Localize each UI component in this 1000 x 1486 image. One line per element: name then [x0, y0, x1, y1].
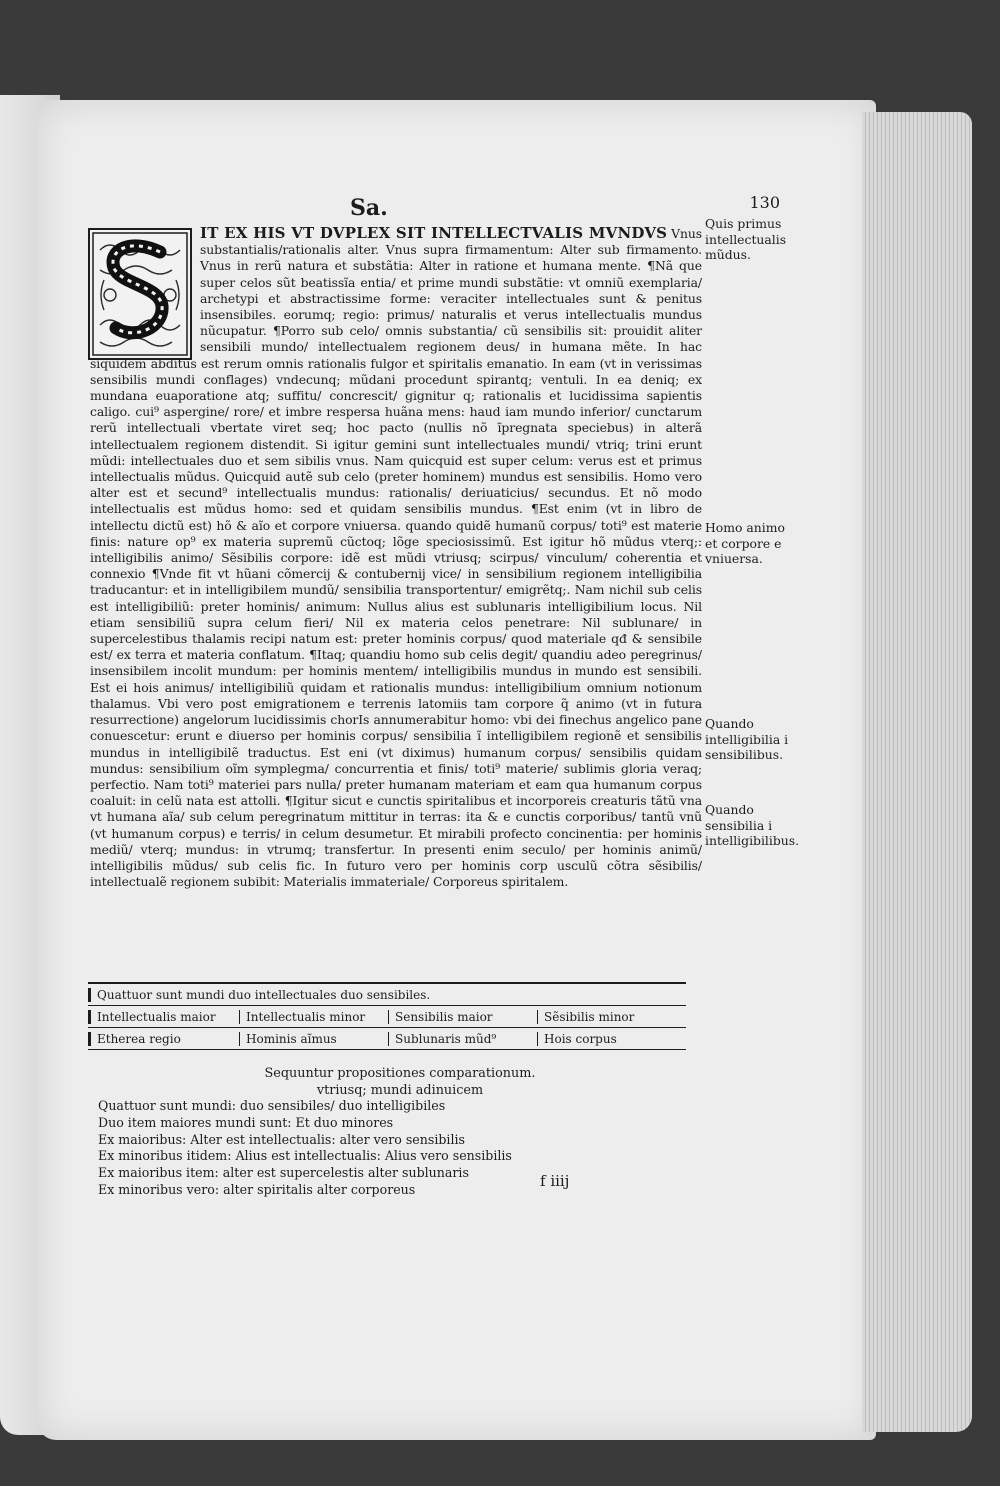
table-cell: Sẽsibilis minor	[537, 1010, 686, 1024]
margin-note-1: Quis primus intellectualis mũdus.	[705, 216, 787, 262]
page-fore-edge	[862, 112, 972, 1432]
body-paragraph: Vnus substantialis/rationalis alter. Vnus supra firmamentum: Alter sub firmamento. Vnus in rerũ natura et substãtia: Alter in ratione et humana mente. ¶Nã que super celos sũt beatissĩa entia/ et prime mundi substãtie: vt omniũ exemplaria/ archetypi et abstractissime forme: veraciter intellectuales sunt & penitus insensibiles. eorumq; regio: primus/ naturalis et verus intellectualis mundus nũcupatur. ¶Porro sub celo/ omnis substantia/ cũ sensibilis sit: prouidit aliter sensibili mundo/ intellectualem regionem deus/ in humana mẽte. In hac siquidem abditus est rerum omnis rationalis fulgor et spiritalis emanatio. In eam (vt in verissimas sensibilis mundi conflages) vndecunq; mũdani procedunt spirantq; ventuli. In ea deniq; ex mundana euaporatione atq; suffitu/ concrescit/ gignitur q; rationalis et lucidissima sapientis caligo. cui⁹ aspergine/ rore/ et imbre respersa huãna mens: haud iam mundo inferior/ cunctarum rerũ intellectuali vbertate viret seq; hoc pacto (nullis nõ ĩpregnata speciebus) in alterã intellectualem regionem distendit. Si igitur gemini sunt intellectuales mundi/ vtriq; trini erunt mũdi: intellectuales duo et sem sibilis vnus. Nam quicquid est super celum: verus est et primus intellectualis mũdus. Quicquid autẽ sub celo (preter hominem) mundus est sensibilis. Homo vero alter est et secund⁹ intellectualis mundus: rationalis/ deriuaticius/ secundus. Et nõ modo intellectualis est mũdus homo: sed et quidam sensibilis mundus. ¶Est enim (vt in libro de intellectu dictũ est) hõ & aĩo et corpore vniuersa. quando quidẽ humanũ corpus/ toti⁹ est materie finis: nature op⁹ ex materia supremũ cũctoq; lõge speciosissimũ. Est igitur hõ mũdus vterq;: intelligibilis animo/ Sẽsibilis corpore: idẽ est mũdi vtriusq; scirpus/ vinculum/ coherentia et connexio ¶Vnde fit vt hũani cõmercij & contubernij vice/ in sensibilium regionem intelligibilia traducantur: et in intelligibilem mundũ/ sensibilia transportentur/ emigrẽtq;. Nam nichil sub celis est intelligibiliũ: preter hominis/ animum: Nullus alius est sublunaris intelligibilium locus. Nil etiam sensibiliũ supra celum fieri/ Nil ex materia celos penetrare: Nil sublunare/ in supercelestibus thalamis recipi natum est: preter hominis corpus/ quod materiale qđ & sensibile est/ ex terra et materia conflatum. ¶Itaq; quandiu homo sub celis degit/ quandiu adeo peregrinus/ insensibilem incolit mundum: per hominis mentem/ intelligibilis mundus in mundo est sensibili. Est ei hois animus/ intelligibiliũ quidam et rationalis mundus: intelligibilium omnium notionum thalamus. Vbi vero post emigrationem e terrenis latomiis tam corpore q̃ animo (vt in futura resurrectione) angelorum lucidissimis chorIs annumerabitur homo: vbi dei finechus angelico pane conuescetur: erunt e diuerso per hominis corpus/ sensibilia ĩ intelligibilem regionẽ et sensibilis mundus in intelligibilẽ traductus. Est eni (vt diximus) humanum corpus/ sensibilis quidam mundus: sensibilium oĩm symplegma/ concurrentia et finis/ toti⁹ materie/ sublimis gloria veraq; perfectio. Nam toti⁹ materiei pars nulla/ preter humanam materiam et eam qua humanum corpus coaluit: in celũ nata est attolli. ¶Igitur sicut e cunctis spiritalibus et incorporeis creaturis tãtũ vna vt humana aĩa/ sub celum peregrinatum mittitur in terras: ita & e cunctis corporibus/ tantũ vnũ (vt humanum corpus) e terris/ in celum desumetur. Et mirabili profecto concinentia: per hominis mediũ/ vterq; mundus: in vtrumq; transfertur. In presenti enim seculo/ per hominis animũ/ intelligibilis mũdus/ sub celis fic. In futuro vero per hominis corp usculũ cõtra sẽsibilis/ intellectualẽ regionem subibit: Materialis immateriale/ Corporeus spiritalem.	[90, 226, 702, 890]
folio-number: 130	[749, 193, 780, 212]
margin-note-4: Quando sensibilia i intelligibilibus.	[705, 802, 800, 848]
table-cell: Sublunaris mũd⁹	[388, 1032, 537, 1046]
running-head: Sa.	[350, 195, 388, 221]
margin-note-2: Homo animo et corpore e vniuersa.	[705, 520, 785, 566]
proposition-line: Ex maioribus: Alter est intellectualis: alter vero sensibilis	[98, 1131, 465, 1147]
table-cell: Sensibilis maior	[388, 1010, 537, 1024]
proposition-line: Ex maioribus item: alter est supercelestis alter sublunaris	[98, 1165, 469, 1181]
table-heading: Quattuor sunt mundi duo intellectuales duo sensibiles.	[88, 988, 686, 1002]
proposition-line: Ex minoribus itidem: Alius est intellectualis: Alius vero sensibilis	[98, 1148, 512, 1164]
table-cell: Hois corpus	[537, 1032, 686, 1046]
signature-mark: f iiij	[540, 1172, 570, 1190]
table-cell: Intellectualis maior	[88, 1010, 239, 1024]
table-cell: Intellectualis minor	[239, 1010, 388, 1024]
table-heading-row	[88, 984, 686, 1006]
propositions-heading-line: vtriusq; mundi adinuicem	[316, 1083, 484, 1098]
propositions-list	[98, 1098, 578, 1199]
table-row	[88, 1028, 686, 1050]
table-row	[88, 1006, 686, 1028]
initial-spacer	[90, 225, 200, 355]
four-worlds-table	[88, 982, 686, 1050]
propositions-heading	[180, 1065, 620, 1099]
proposition-line: Quattuor sunt mundi: duo sensibiles/ duo intelligibiles	[98, 1098, 446, 1113]
table-cell: Hominis aĩmus	[239, 1032, 388, 1046]
propositions-heading-line: Sequuntur propositiones comparationum.	[264, 1066, 536, 1081]
opening-line: IT EX HIS VT DVPLEX SIT INTELLECTVALIS MVNDVS	[200, 224, 668, 242]
proposition-line: Ex minoribus vero: alter spiritalis alter corporeus	[98, 1181, 416, 1197]
proposition-line: Duo item maiores mundi sunt: Et duo minores	[98, 1114, 394, 1130]
margin-note-3: Quando intelligibilia i sensibilibus.	[705, 716, 789, 762]
page-header	[90, 195, 780, 225]
main-text-block	[90, 225, 702, 890]
table-cell: Etherea regio	[88, 1032, 239, 1046]
